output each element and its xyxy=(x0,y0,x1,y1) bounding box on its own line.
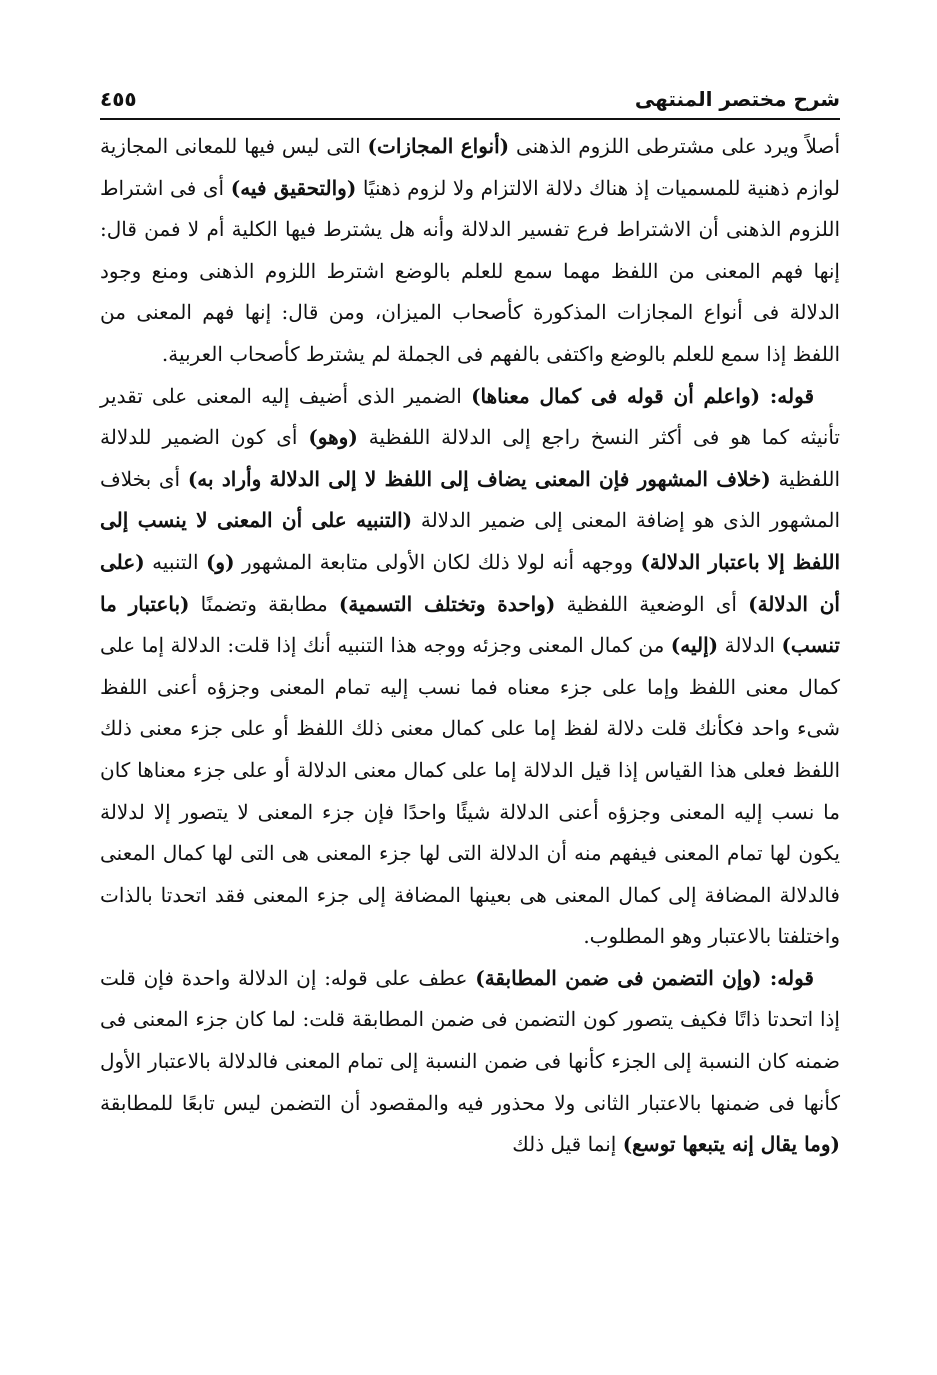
bold-phrase: (و) xyxy=(205,549,235,574)
bold-phrase: قوله: xyxy=(761,965,814,990)
page-number: ٤٥٥ xyxy=(100,87,137,111)
bold-phrase: (واعلم أن قوله فى كمال معناها) xyxy=(471,383,761,408)
header-rule xyxy=(100,118,840,120)
paragraph xyxy=(100,126,840,376)
text-run: من كمال المعنى وجزئه ووجه هذا التنبيه أنك إذا قلت: الدلالة إما على كمال معنى اللفظ وإما على جزء معناه فما نسب إليه تمام المعنى وجزؤه أعنى اللفظ شىء واحد فكأنك قلت دلالة لفظ إما على كمال معنى ذلك اللفظ أو على جزء معنى ذلك اللفظ فعلى هذا القياس إذا قيل الدلالة إما على كمال معنى الدلالة أو على جزء معناها كان ما نسب إليه المعنى وجزؤه أعنى الدلالة شيئًا واحدًا فإن جزء المعنى لا يتصور إلا لدلالة يكون لها تمام المعنى فيفهم منه أن الدلالة التى لها جزء المعنى هى التى لها كمال المعنى فالدلالة المضافة إلى كمال المعنى هى بعينها المضافة إلى جزء المعنى فقد اتحدتا بالذات واختلفتا بالاعتبار وهو المطلوب. xyxy=(100,633,840,949)
text-run: إنما قيل ذلك xyxy=(512,1132,623,1157)
bold-phrase: (والتحقيق فيه) xyxy=(230,175,357,200)
bold-phrase: (على أن الدلالة) xyxy=(100,549,840,616)
bold-phrase: (التنبيه على أن المعنى لا ينسب إلى اللفظ إلا باعتبار الدلالة) xyxy=(100,508,841,574)
bold-phrase: قوله: xyxy=(760,383,815,408)
bold-phrase: (وما يقال إنه يتبعها توسع) xyxy=(622,1132,840,1157)
book-title: شرح مختصر المنتهى xyxy=(634,87,840,111)
body-text xyxy=(100,126,840,1166)
bold-phrase: (خلاف المشهور فإن المعنى يضاف إلى اللفظ لا إلى الدلالة وأراد به) xyxy=(187,466,771,491)
bold-phrase: (وإن التضمن فى ضمن المطابقة) xyxy=(475,965,762,990)
text-run: أصلاً ويرد على مشترطى اللزوم الذهنى xyxy=(509,134,841,158)
text-run: التنبيه xyxy=(144,549,206,574)
bold-phrase: (إليه) xyxy=(670,633,719,658)
text-run: أى بخلاف المشهور الذى هو إضافة المعنى إلى ضمير الدلالة xyxy=(100,466,840,533)
text-run: عطف على قوله: إن الدلالة واحدة فإن قلت إذا اتحدتا ذاتًا فكيف يتصور كون التضمن فى ضمن المطابقة قلت: لما كان جزء المعنى فى ضمنه كان النسبة إلى الجزء كأنها فى ضمن النسبة إلى تمام المعنى فالدلالة بالاعتبار الأول كأنها فى ضمنها بالاعتبار الثانى ولا محذور فيه والمقصود أن التضمن ليس تابعًا للمطابقة xyxy=(100,965,840,1115)
paragraph xyxy=(100,958,840,1166)
bold-phrase: (واحدة وتختلف التسمية) xyxy=(338,591,556,616)
running-header xyxy=(100,82,840,116)
text-run: ووجهه أنه لولا ذلك لكان الأولى متابعة المشهور xyxy=(234,549,641,574)
text-run: الضمير الذى أضيف إليه المعنى على تقدير تأنيثه كما هو فى أكثر النسخ راجع إلى الدلالة اللفظية xyxy=(100,383,840,450)
bold-phrase: (باعتبار ما تنسب) xyxy=(100,591,840,658)
text-run: مطابقة وتضمنًا xyxy=(189,591,339,616)
bold-phrase: (وهو) xyxy=(308,425,358,450)
text-run: التى ليس فيها للمعانى المجازية لوازم ذهنية للمسميات إذ هناك دلالة الالتزام ولا لزوم ذهنيًا xyxy=(100,134,841,200)
bold-phrase: (أنواع المجازات) xyxy=(367,134,510,158)
paragraph xyxy=(100,376,840,958)
text-run: أى الوضعية اللفظية xyxy=(555,591,749,616)
text-run: أى كون الضمير للدلالة اللفظية xyxy=(100,425,840,491)
text-run: الدلالة xyxy=(718,633,782,658)
text-run: أى فى اشتراط اللزوم الذهنى أن الاشتراط فرع تفسير الدلالة وأنه هل يشترط فيها الكلية أم لا فمن قال: إنها فهم المعنى من اللفظ مهما سمع للعلم بالوضع اشترط اللزوم الذهنى ومنع وجود الدلالة فى أنواع المجازات المذكورة كأصحاب الميزان، ومن قال: إنها فهم المعنى من اللفظ إذا سمع للعلم بالوضع واكتفى بالفهم فى الجملة لم يشترط كأصحاب العربية. xyxy=(100,175,840,366)
